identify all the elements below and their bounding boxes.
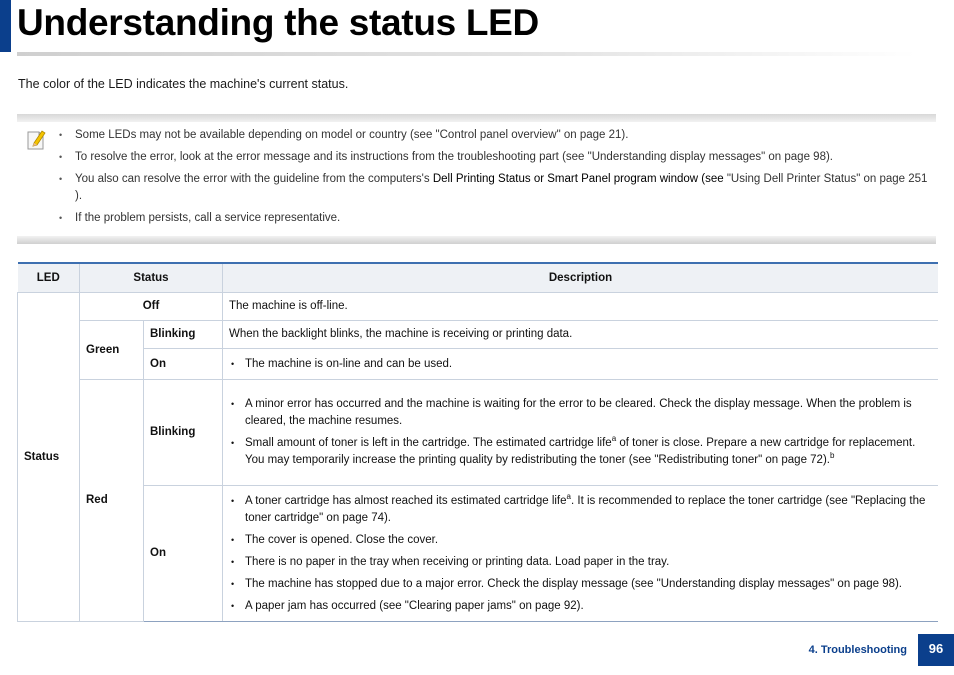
table-row-red-blinking (18, 379, 939, 485)
table-row-green-on (18, 348, 939, 379)
description-text: . It is recommended to replace the toner cartridge (see "Replacing the toner cartridge" on page 74). (245, 494, 926, 524)
note-pencil-icon (25, 128, 47, 152)
description-off: The machine is off-line. (223, 292, 939, 320)
page-number: 96 (918, 634, 954, 666)
note-bottom-rule (17, 236, 936, 244)
intro-text: The color of the LED indicates the machine's current status. (18, 77, 349, 91)
description-item: • The cover is opened. Close the cover. (229, 532, 932, 549)
description-green-blinking: When the backlight blinks, the machine is receiving or printing data. (223, 320, 939, 348)
note-list (59, 127, 934, 232)
table-row-off (18, 292, 939, 320)
led-status-cell: Status (18, 292, 80, 621)
title-accent-bar (0, 0, 11, 52)
table-row-green-blinking (18, 320, 939, 348)
footnote-marker: b (829, 451, 835, 461)
color-red: Red (80, 379, 144, 621)
description-item: • A paper jam has occurred (see "Clearing paper jams" on page 92). (229, 598, 932, 615)
led-status-table (17, 262, 938, 622)
footnote-marker: a (611, 434, 617, 444)
note-item-text: "Using Dell Printer Status" on page 251 ). (75, 173, 928, 202)
description-item: • The machine is on-line and can be used. (229, 356, 932, 373)
status-green-on: On (144, 348, 223, 379)
footer-section-label: 4. Troubleshooting (808, 644, 907, 656)
footnote-marker: a (566, 491, 571, 501)
description-item: • There is no paper in the tray when receiving or printing data. Load paper in the tray. (229, 554, 932, 571)
status-green-blinking: Blinking (144, 320, 223, 348)
description-item: • A minor error has occurred and the machine is waiting for the error to be cleared. Check the display message. When the problem is cleared, the machine resumes. (229, 396, 932, 430)
page-title: Understanding the status LED (17, 2, 539, 43)
description-item (229, 493, 932, 527)
status-off: Off (80, 292, 223, 320)
description-red-blinking (223, 379, 939, 485)
table-row-red-on (18, 485, 939, 621)
description-text: A toner cartridge has almost reached its estimated cartridge life (245, 494, 567, 507)
description-red-on (223, 485, 939, 621)
note-item: • If the problem persists, call a service representative. (59, 210, 934, 227)
description-item (229, 435, 932, 469)
note-item (59, 171, 934, 204)
note-item-highlight: Dell Printing Status or Smart Panel program window (see (432, 173, 727, 185)
color-green: Green (80, 320, 144, 379)
note-item: • To resolve the error, look at the error message and its instructions from the troubleshooting part (see "Understanding display messages" on page 98). (59, 149, 934, 166)
title-divider (17, 52, 917, 56)
header-description: Description (223, 263, 939, 292)
description-text: of toner is close. Prepare a new cartridge for replacement. You may temporarily increase the printing quality by redistributing the toner (see "Redistributing toner" on page 72). (245, 437, 916, 466)
description-text: Small amount of toner is left in the cartridge. The estimated cartridge life (245, 437, 612, 449)
note-item-text: You also can resolve the error with the guideline from the computers's (75, 173, 433, 185)
description-green-on (223, 348, 939, 379)
status-red-blinking: Blinking (144, 379, 223, 485)
note-item: • Some LEDs may not be available depending on model or country (see "Control panel overview" on page 21). (59, 127, 934, 144)
note-box (17, 114, 936, 244)
header-led: LED (18, 263, 80, 292)
description-item: • The machine has stopped due to a major error. Check the display message (see "Understanding display messages" on page 98). (229, 576, 932, 593)
header-status: Status (80, 263, 223, 292)
note-top-rule (17, 114, 936, 122)
table-header-row (18, 263, 939, 292)
status-red-on: On (144, 485, 223, 621)
